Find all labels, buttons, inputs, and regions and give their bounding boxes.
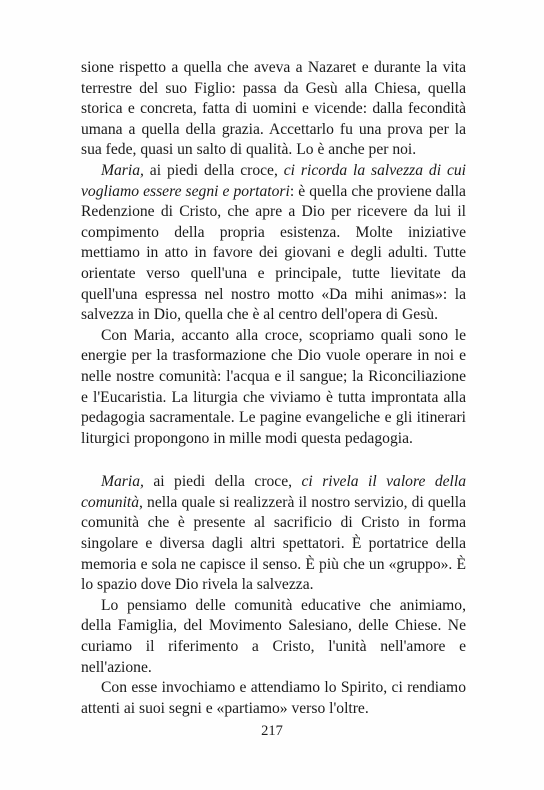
paragraph-1 [81,58,466,161]
paragraph-5 [81,596,466,678]
paragraph-2-text-a: ai piedi della croce, [143,161,284,179]
paragraph-6-text: Con esse invochiamo e attendiamo lo Spirito, ci rendiamo attenti ai suoi segni e «partiamo» verso l'oltre. [81,679,466,717]
paragraph-4 [81,472,466,596]
paragraph-4-lead: Maria, [101,473,144,491]
paragraph-1-text: sione rispetto a quella che aveva a Nazaret e durante la vita terrestre del suo Figlio: passa da Gesù alla Chiesa, quella storica e concreta, fatta di uomini e vicende: dalla fecondità umana a quella della grazia. Accettarlo fu una prova per la sua fede, quasi un salto di qualità. Lo è anche per noi. [81,59,466,159]
page-number: 217 [261,723,283,739]
paragraph-4-text-b: , nella quale si realizzerà il nostro servizio, di quella comunità che è presente al sacrificio di Cristo in forma singolare e diversa dagli altri spettatori. È portatrice della memoria e sola ne capisce il senso. È più che un «gruppo». È lo spazio dove Dio rivela la salvezza. [81,493,466,594]
paragraph-3 [81,326,466,450]
paragraph-3-text: Con Maria, accanto alla croce, scopriamo quali sono le energie per la trasformazione che Dio vuole operare in noi e nelle nostre comunità: l'acqua e il sangue; la Riconciliazione e l'Eucaristia. La liturgia che viviamo è tutta improntata alla pedagogia sacramentale. Le pagine evangeliche e gli itinerari liturgici propongono in mille modi questa pedagogia. [81,326,466,447]
paragraph-6 [81,678,466,719]
paragraph-2-lead: Maria, [101,161,144,179]
paragraph-2-text-b: : è quella che proviene dalla Redenzione di Cristo, che apre a Dio per ricevere da lui il compimento della propria esistenza. Molte iniziative mettiamo in atto in favore dei giovani e degli adulti. Tutte orientate verso quell'una e principale, tutte lievitate da quell'una espressa nel nostro motto «Da mihi animas»: la salvezza in Dio, quella che è al centro dell'opera di Gesù. [81,182,466,324]
paragraph-4-emphasis: ci rivela il valore della comunità [81,473,466,511]
paragraph-2-emphasis: ci ricorda la salvezza di cui vogliamo essere segni e portatori [81,161,466,200]
body-text [81,58,466,719]
paragraph-2 [81,161,466,326]
paragraph-5-text: Lo pensiamo delle comunità educative che animiamo, della Famiglia, del Movimento Salesiano, delle Chiese. Ne curiamo il riferimento a Cristo, l'unità nell'amore e nell'azione. [81,596,466,676]
paragraph-4-text-a: ai piedi della croce, [143,473,302,491]
